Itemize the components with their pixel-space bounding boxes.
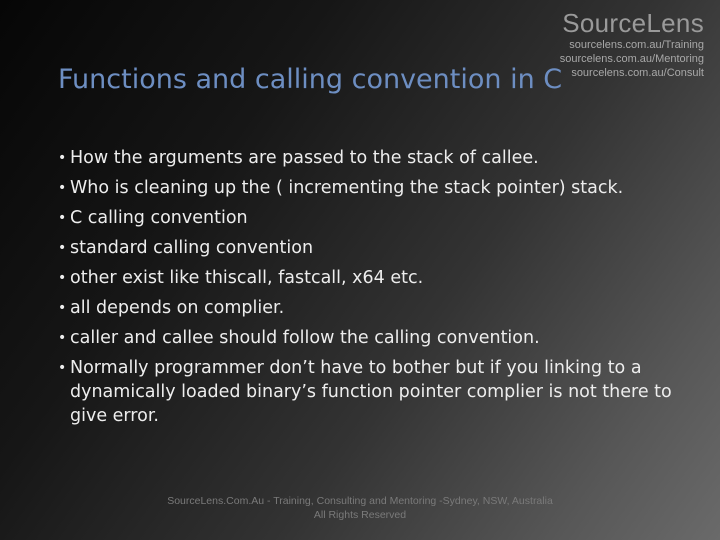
bullet-text: Who is cleaning up the ( incrementing the stack pointer) stack. (70, 178, 624, 198)
bullet-text: other exist like thiscall, fastcall, x64 etc. (70, 268, 424, 288)
bullet-list (58, 146, 698, 434)
footer-line-1: SourceLens.Com.Au - Training, Consulting and Mentoring -Sydney, NSW, Australia (167, 495, 553, 507)
bullet-item (58, 266, 698, 290)
bullet-item (58, 146, 698, 170)
bullet-dot-icon: • (58, 150, 67, 166)
brand-block (554, 8, 704, 80)
bullet-item (58, 236, 698, 260)
bullet-item (58, 206, 698, 230)
bullet-dot-icon: • (58, 240, 67, 256)
bullet-dot-icon: • (58, 360, 67, 376)
bullet-text: all depends on complier. (70, 298, 285, 318)
brand-link-training[interactable]: sourcelens.com.au/Training (569, 39, 704, 51)
brand-link-consult[interactable]: sourcelens.com.au/Consult (571, 67, 704, 79)
bullet-text: Normally programmer don’t have to bother but if you linking to a dynamically loaded binary’s function pointer complier is not there to give error. (70, 358, 672, 426)
bullet-dot-icon: • (58, 300, 67, 316)
bullet-item (58, 326, 698, 350)
bullet-item (58, 176, 698, 200)
bullet-text: caller and callee should follow the calling convention. (70, 328, 540, 348)
bullet-dot-icon: • (58, 330, 67, 346)
bullet-dot-icon: • (58, 180, 67, 196)
bullet-item (58, 296, 698, 320)
brand-name: SourceLens (562, 8, 704, 38)
bullet-text: C calling convention (70, 208, 248, 228)
bullet-item (58, 356, 698, 428)
brand-link-mentoring[interactable]: sourcelens.com.au/Mentoring (559, 53, 704, 65)
bullet-text: How the arguments are passed to the stack of callee. (70, 148, 539, 168)
bullet-dot-icon: • (58, 270, 67, 286)
bullet-dot-icon: • (58, 210, 67, 226)
footer-line-2: All Rights Reserved (313, 509, 407, 521)
bullet-text: standard calling convention (70, 238, 314, 258)
slide-title: Functions and calling convention in C (58, 64, 563, 95)
footer (0, 494, 720, 522)
